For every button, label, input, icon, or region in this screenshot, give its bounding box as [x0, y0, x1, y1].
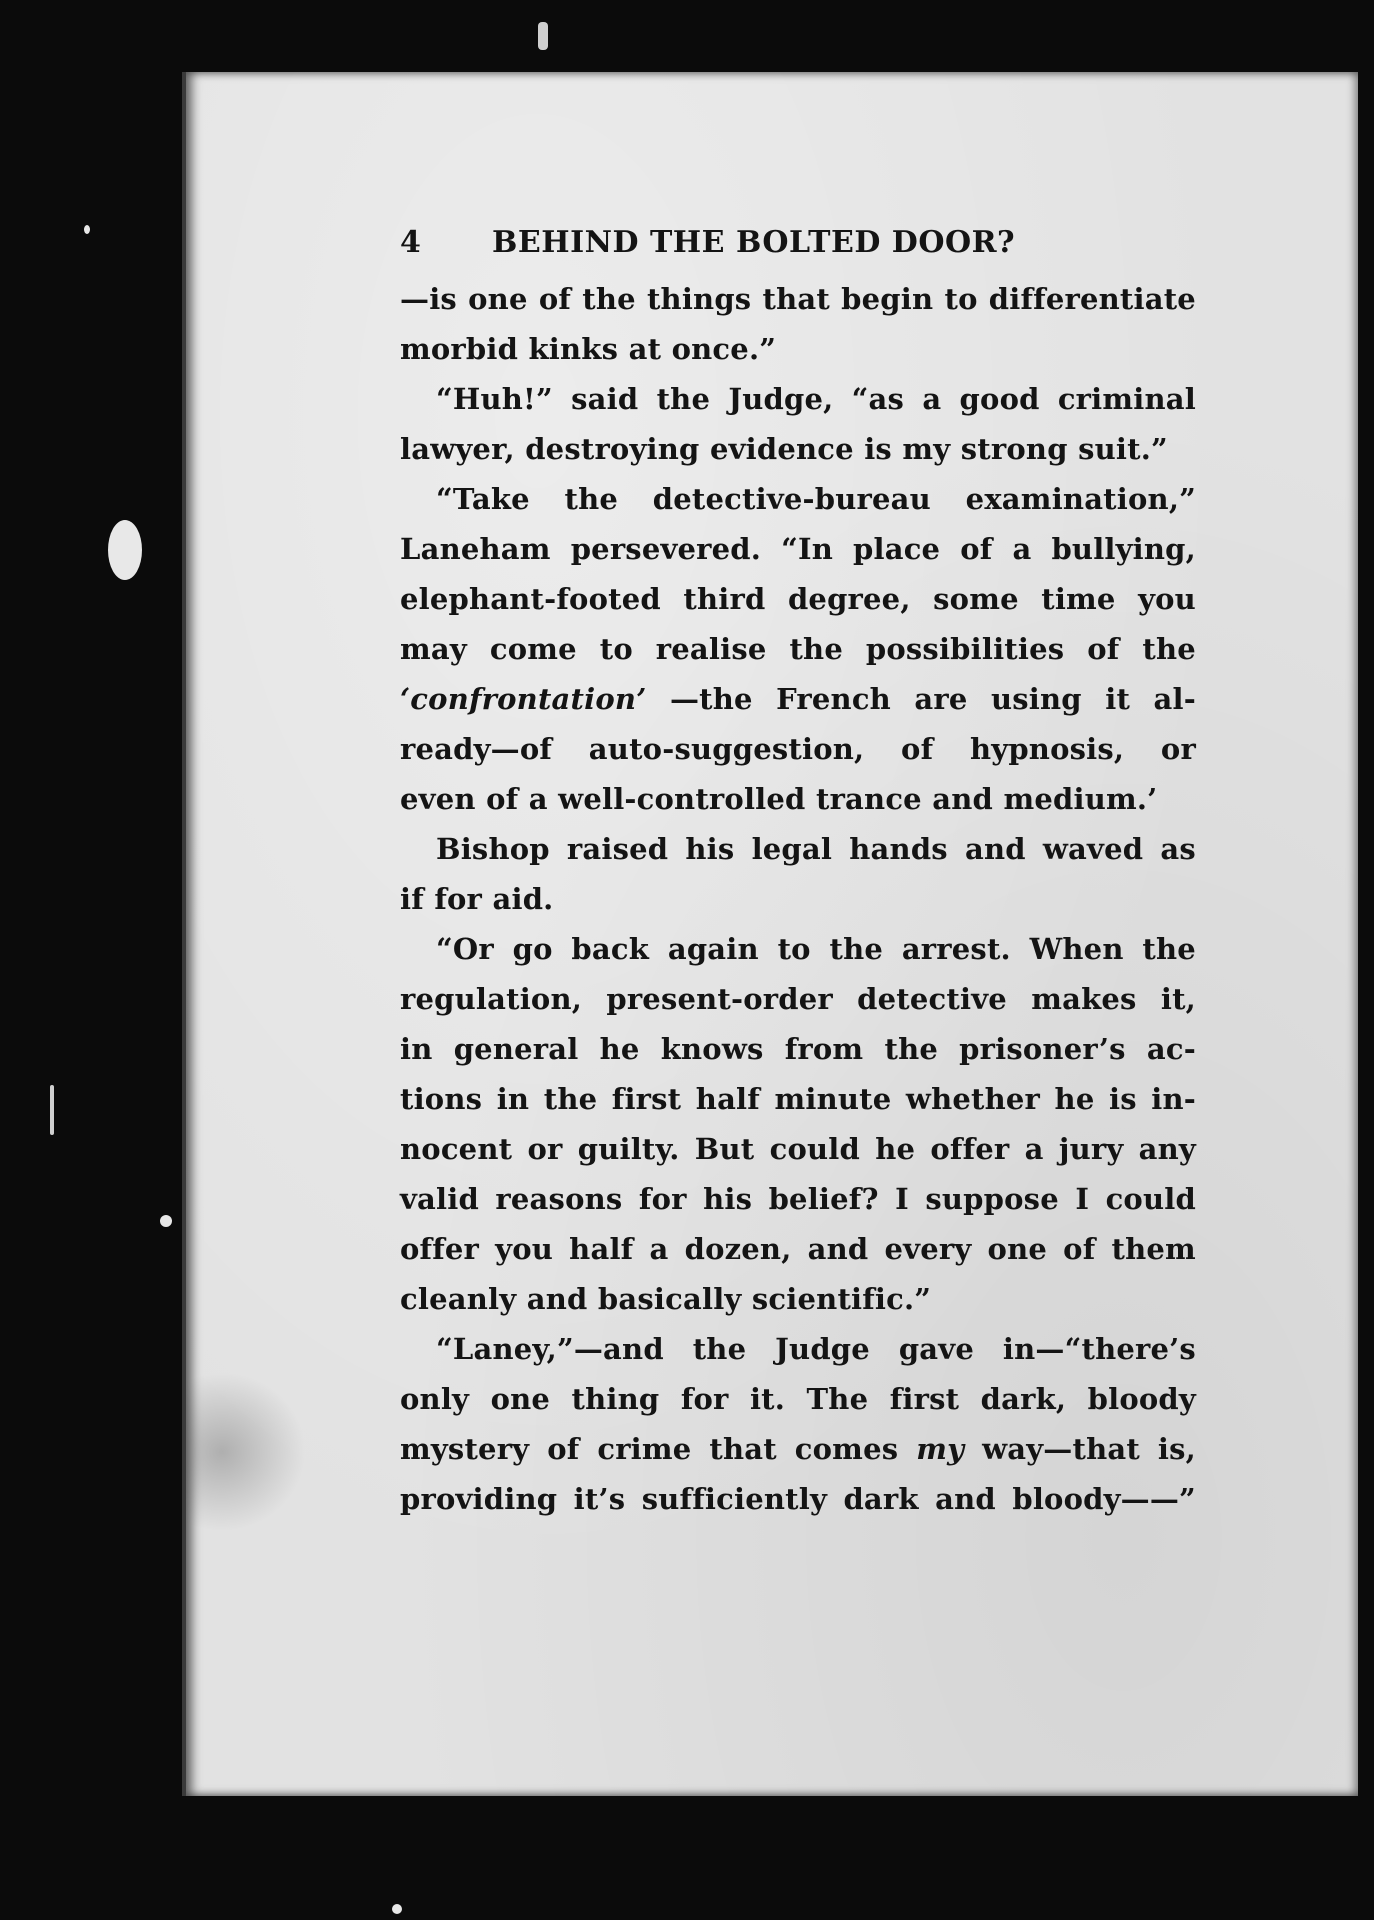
text-line — [400, 924, 1196, 974]
word: the — [582, 282, 636, 316]
word: hypnosis, — [969, 732, 1125, 766]
word: at — [628, 332, 662, 366]
word: dozen, — [684, 1232, 792, 1266]
word: of — [1063, 1232, 1096, 1266]
scan-speck — [538, 22, 548, 50]
word: it. — [749, 1382, 786, 1416]
word: suit.” — [1078, 432, 1168, 466]
word: bloody——” — [1012, 1482, 1196, 1516]
word: if — [400, 882, 424, 916]
word: morbid — [400, 332, 519, 366]
word: ac- — [1146, 1032, 1196, 1066]
scan-speck — [84, 225, 90, 234]
word: of — [538, 282, 572, 316]
word: evidence — [709, 432, 854, 466]
word: bullying, — [1051, 532, 1196, 566]
word: valid — [400, 1182, 479, 1216]
text-line — [400, 1324, 1196, 1374]
word: guilty. — [577, 1132, 680, 1166]
word: one — [987, 1232, 1048, 1266]
word: first — [611, 1082, 682, 1116]
text-line — [400, 524, 1196, 574]
word: whether — [905, 1082, 1041, 1116]
word: “Huh!” — [436, 382, 553, 416]
word: his — [685, 832, 735, 866]
text-line — [400, 674, 1196, 724]
word: the — [1142, 932, 1196, 966]
word: in—“there’s — [1002, 1332, 1196, 1366]
word: of — [960, 532, 993, 566]
text-line — [400, 1374, 1196, 1424]
word: differentiate — [988, 282, 1196, 316]
word: elephant-footed — [400, 582, 661, 616]
word: and — [807, 1232, 869, 1266]
word: in — [496, 1082, 530, 1116]
word: every — [884, 1232, 972, 1266]
word: time — [1041, 582, 1116, 616]
word: using — [991, 682, 1082, 716]
word: could — [1105, 1182, 1196, 1216]
word: general — [453, 1032, 579, 1066]
word: basically — [597, 1282, 742, 1316]
word: his — [703, 1182, 753, 1216]
word: strong — [960, 432, 1068, 466]
text-block — [400, 218, 1196, 1524]
word: it, — [1160, 982, 1196, 1016]
word: any — [1138, 1132, 1196, 1166]
word: the — [692, 1332, 747, 1366]
word: legal — [751, 832, 833, 866]
word: makes — [1031, 982, 1137, 1016]
word: could — [769, 1132, 860, 1166]
word: of — [547, 1432, 580, 1466]
word: half — [569, 1232, 634, 1266]
word: good — [959, 382, 1040, 416]
word: to — [777, 932, 811, 966]
word: ready—of — [400, 732, 553, 766]
word: comes — [794, 1432, 899, 1466]
text-line — [400, 1424, 1196, 1474]
word: degree, — [787, 582, 911, 616]
word: a — [528, 782, 548, 816]
word: it’s — [573, 1482, 626, 1516]
word: third — [683, 582, 766, 616]
word: a — [1024, 1132, 1044, 1166]
word: “Or — [436, 932, 494, 966]
word: I — [895, 1182, 909, 1216]
word: or — [1160, 732, 1196, 766]
word: a — [649, 1232, 669, 1266]
word: way—that — [982, 1432, 1140, 1466]
word: Judge, — [728, 382, 834, 416]
word: persevered. — [570, 532, 762, 566]
word: the — [656, 382, 711, 416]
word: to — [599, 632, 633, 666]
word: dark — [843, 1482, 919, 1516]
word: only — [400, 1382, 470, 1416]
word: jury — [1058, 1132, 1124, 1166]
word: is, — [1157, 1432, 1196, 1466]
word: I — [1075, 1182, 1090, 1216]
word: for — [434, 882, 483, 916]
text-line — [400, 1124, 1196, 1174]
text-line — [400, 424, 1196, 474]
word: and — [932, 782, 994, 816]
text-line — [400, 374, 1196, 424]
word: The — [806, 1382, 869, 1416]
word: ‘confrontation’ — [400, 682, 647, 716]
text-line — [400, 274, 1196, 324]
word: it — [1105, 682, 1131, 716]
word: that — [762, 282, 830, 316]
word: auto-suggestion, — [588, 732, 865, 766]
text-line — [400, 824, 1196, 874]
word: may — [400, 632, 467, 666]
word: the — [789, 632, 843, 666]
word: suppose — [925, 1182, 1059, 1216]
word: one — [468, 282, 528, 316]
word: —is — [400, 282, 457, 316]
word: belief? — [768, 1182, 879, 1216]
word: he — [875, 1132, 916, 1166]
word: possibilities — [865, 632, 1065, 666]
word: the — [884, 1032, 938, 1066]
word: Judge — [775, 1332, 870, 1366]
word: of — [1087, 632, 1120, 666]
word: dark, — [980, 1382, 1067, 1416]
scan-speck — [160, 1215, 172, 1227]
word: nocent — [400, 1132, 513, 1166]
word: or — [527, 1132, 563, 1166]
word: my — [902, 432, 951, 466]
word: half — [695, 1082, 760, 1116]
word: said — [571, 382, 639, 416]
word: he — [599, 1032, 640, 1066]
body-text — [400, 274, 1196, 1524]
word: once.” — [671, 332, 777, 366]
word: sufficiently — [641, 1482, 828, 1516]
word: al- — [1153, 682, 1196, 716]
word: arrest. — [901, 932, 1011, 966]
word: kinks — [528, 332, 619, 366]
word: “Laney,”—and — [436, 1332, 664, 1366]
word: waved — [1042, 832, 1144, 866]
word: one — [490, 1382, 551, 1416]
scan-speck — [50, 1085, 54, 1135]
word: When — [1029, 932, 1124, 966]
running-title: BEHIND THE BOLTED DOOR? — [492, 225, 1016, 260]
word: —the — [669, 682, 753, 716]
word: things — [646, 282, 752, 316]
text-line — [400, 1174, 1196, 1224]
word: But — [694, 1132, 755, 1166]
word: from — [784, 1032, 864, 1066]
word: regulation, — [400, 982, 583, 1016]
word: prisoner’s — [959, 1032, 1126, 1066]
word: are — [914, 682, 968, 716]
word: you — [495, 1232, 554, 1266]
word: scientific.” — [751, 1282, 932, 1316]
word: providing — [400, 1482, 558, 1516]
word: crime — [597, 1432, 692, 1466]
word: offer — [400, 1232, 480, 1266]
word: raised — [566, 832, 669, 866]
text-line — [400, 874, 1196, 924]
word: even — [400, 782, 476, 816]
word: lawyer, — [400, 432, 515, 466]
word: of — [901, 732, 934, 766]
word: aid. — [492, 882, 554, 916]
text-line — [400, 474, 1196, 524]
word: for — [638, 1182, 687, 1216]
word: well-controlled — [558, 782, 806, 816]
word: for — [680, 1382, 729, 1416]
text-line — [400, 624, 1196, 674]
text-line — [400, 1224, 1196, 1274]
word: Bishop — [436, 832, 550, 866]
word: Laneham — [400, 532, 551, 566]
word: minute — [774, 1082, 892, 1116]
word: the — [829, 932, 884, 966]
text-line — [400, 324, 1196, 374]
running-head — [400, 218, 1196, 272]
word: begin — [841, 282, 934, 316]
word: come — [489, 632, 577, 666]
scan-speck — [392, 1904, 402, 1914]
word: medium.’ — [1003, 782, 1158, 816]
word: the — [543, 1082, 598, 1116]
word: a — [1012, 532, 1032, 566]
word: and — [526, 1282, 588, 1316]
word: realise — [655, 632, 767, 666]
word: trance — [815, 782, 922, 816]
word: cleanly — [400, 1282, 517, 1316]
word: in — [400, 1032, 433, 1066]
word: offer — [930, 1132, 1010, 1166]
word: bloody — [1087, 1382, 1196, 1416]
word: the — [1142, 632, 1196, 666]
word: again — [667, 932, 759, 966]
word: destroying — [525, 432, 700, 466]
text-line — [400, 724, 1196, 774]
word: examination,” — [965, 482, 1196, 516]
text-line — [400, 774, 1196, 824]
word: to — [944, 282, 978, 316]
word: first — [889, 1382, 960, 1416]
word: and — [935, 1482, 996, 1516]
word: reasons — [495, 1182, 623, 1216]
text-line — [400, 1074, 1196, 1124]
text-line — [400, 1474, 1196, 1524]
word: them — [1111, 1232, 1196, 1266]
word: he — [1054, 1082, 1095, 1116]
word: “In — [781, 532, 834, 566]
word: my — [916, 1432, 965, 1466]
word: and — [964, 832, 1026, 866]
page-number: 4 — [400, 225, 422, 260]
word: is — [1108, 1082, 1137, 1116]
word: knows — [660, 1032, 764, 1066]
word: gave — [898, 1332, 974, 1366]
word: of — [486, 782, 519, 816]
word: some — [933, 582, 1019, 616]
word: go — [512, 932, 553, 966]
word: detective — [857, 982, 1007, 1016]
word: the — [564, 482, 619, 516]
word: place — [853, 532, 941, 566]
text-line — [400, 1274, 1196, 1324]
word: hands — [849, 832, 948, 866]
text-line — [400, 574, 1196, 624]
scan-speck — [108, 520, 142, 580]
text-line — [400, 974, 1196, 1024]
page-smudge — [186, 1372, 306, 1532]
word: mystery — [400, 1432, 530, 1466]
word: detective-bureau — [652, 482, 931, 516]
word: criminal — [1057, 382, 1196, 416]
word: back — [571, 932, 650, 966]
word: “as — [851, 382, 905, 416]
text-line — [400, 1024, 1196, 1074]
word: you — [1138, 582, 1196, 616]
word: in- — [1151, 1082, 1196, 1116]
word: present-order — [606, 982, 833, 1016]
word: thing — [571, 1382, 660, 1416]
word: tions — [400, 1082, 483, 1116]
word: is — [864, 432, 892, 466]
word: as — [1160, 832, 1196, 866]
word: a — [922, 382, 942, 416]
word: that — [709, 1432, 777, 1466]
word: French — [776, 682, 891, 716]
word: “Take — [436, 482, 530, 516]
